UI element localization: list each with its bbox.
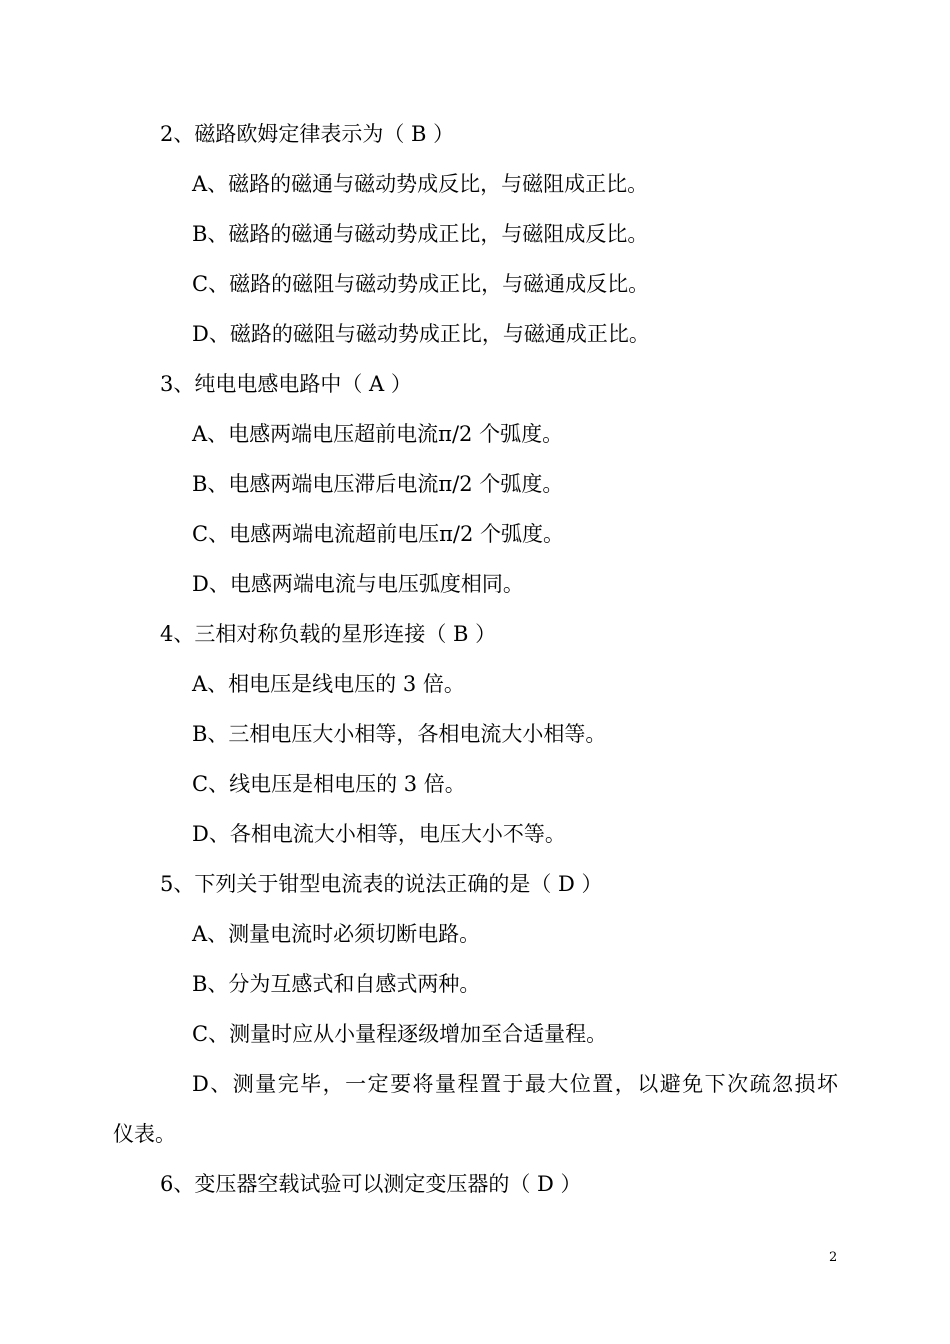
question-3-option-a: A、电感两端电压超前电流π/2 个弧度。 <box>192 422 564 446</box>
question-4-option-c: C、线电压是相电压的 3 倍。 <box>192 772 466 796</box>
question-5-stem: 5、下列关于钳型电流表的说法正确的是（ D ） <box>160 872 603 896</box>
question-2-stem: 2、磁路欧姆定律表示为（ B ） <box>160 122 455 146</box>
question-4-option-b: B、三相电压大小相等，各相电流大小相等。 <box>192 722 607 746</box>
question-4-option-d: D、各相电流大小相等，电压大小不等。 <box>192 822 566 846</box>
question-2-option-d: D、磁路的磁阻与磁动势成正比，与磁通成正比。 <box>192 322 650 346</box>
question-3-option-b: B、电感两端电压滞后电流π/2 个弧度。 <box>192 472 564 496</box>
question-3-option-c: C、电感两端电流超前电压π/2 个弧度。 <box>192 522 564 546</box>
question-5-option-b: B、分为互感式和自感式两种。 <box>192 972 481 996</box>
question-2-option-c: C、磁路的磁阻与磁动势成正比，与磁通成反比。 <box>192 272 650 296</box>
question-5-option-d-line-2: 仪表。 <box>113 1122 176 1146</box>
question-6-stem: 6、变压器空载试验可以测定变压器的（ D ） <box>160 1172 582 1196</box>
page-number: 2 <box>829 1250 838 1265</box>
question-2-option-b: B、磁路的磁通与磁动势成正比，与磁阻成反比。 <box>192 222 649 246</box>
question-2-option-a: A、磁路的磁通与磁动势成反比，与磁阻成正比。 <box>192 172 649 196</box>
question-4-stem: 4、三相对称负载的星形连接（ B ） <box>160 622 497 646</box>
question-5-option-d-line-1: D、测量完毕，一定要将量程置于最大位置，以避免下次疏忽损坏 <box>192 1072 838 1096</box>
question-5-option-a: A、测量电流时必须切断电路。 <box>192 922 481 946</box>
question-4-option-a: A、相电压是线电压的 3 倍。 <box>192 672 465 696</box>
question-5-option-c: C、测量时应从小量程逐级增加至合适量程。 <box>192 1022 608 1046</box>
question-3-stem: 3、纯电电感电路中（ A ） <box>160 372 412 396</box>
question-3-option-d: D、电感两端电流与电压弧度相同。 <box>192 572 524 596</box>
